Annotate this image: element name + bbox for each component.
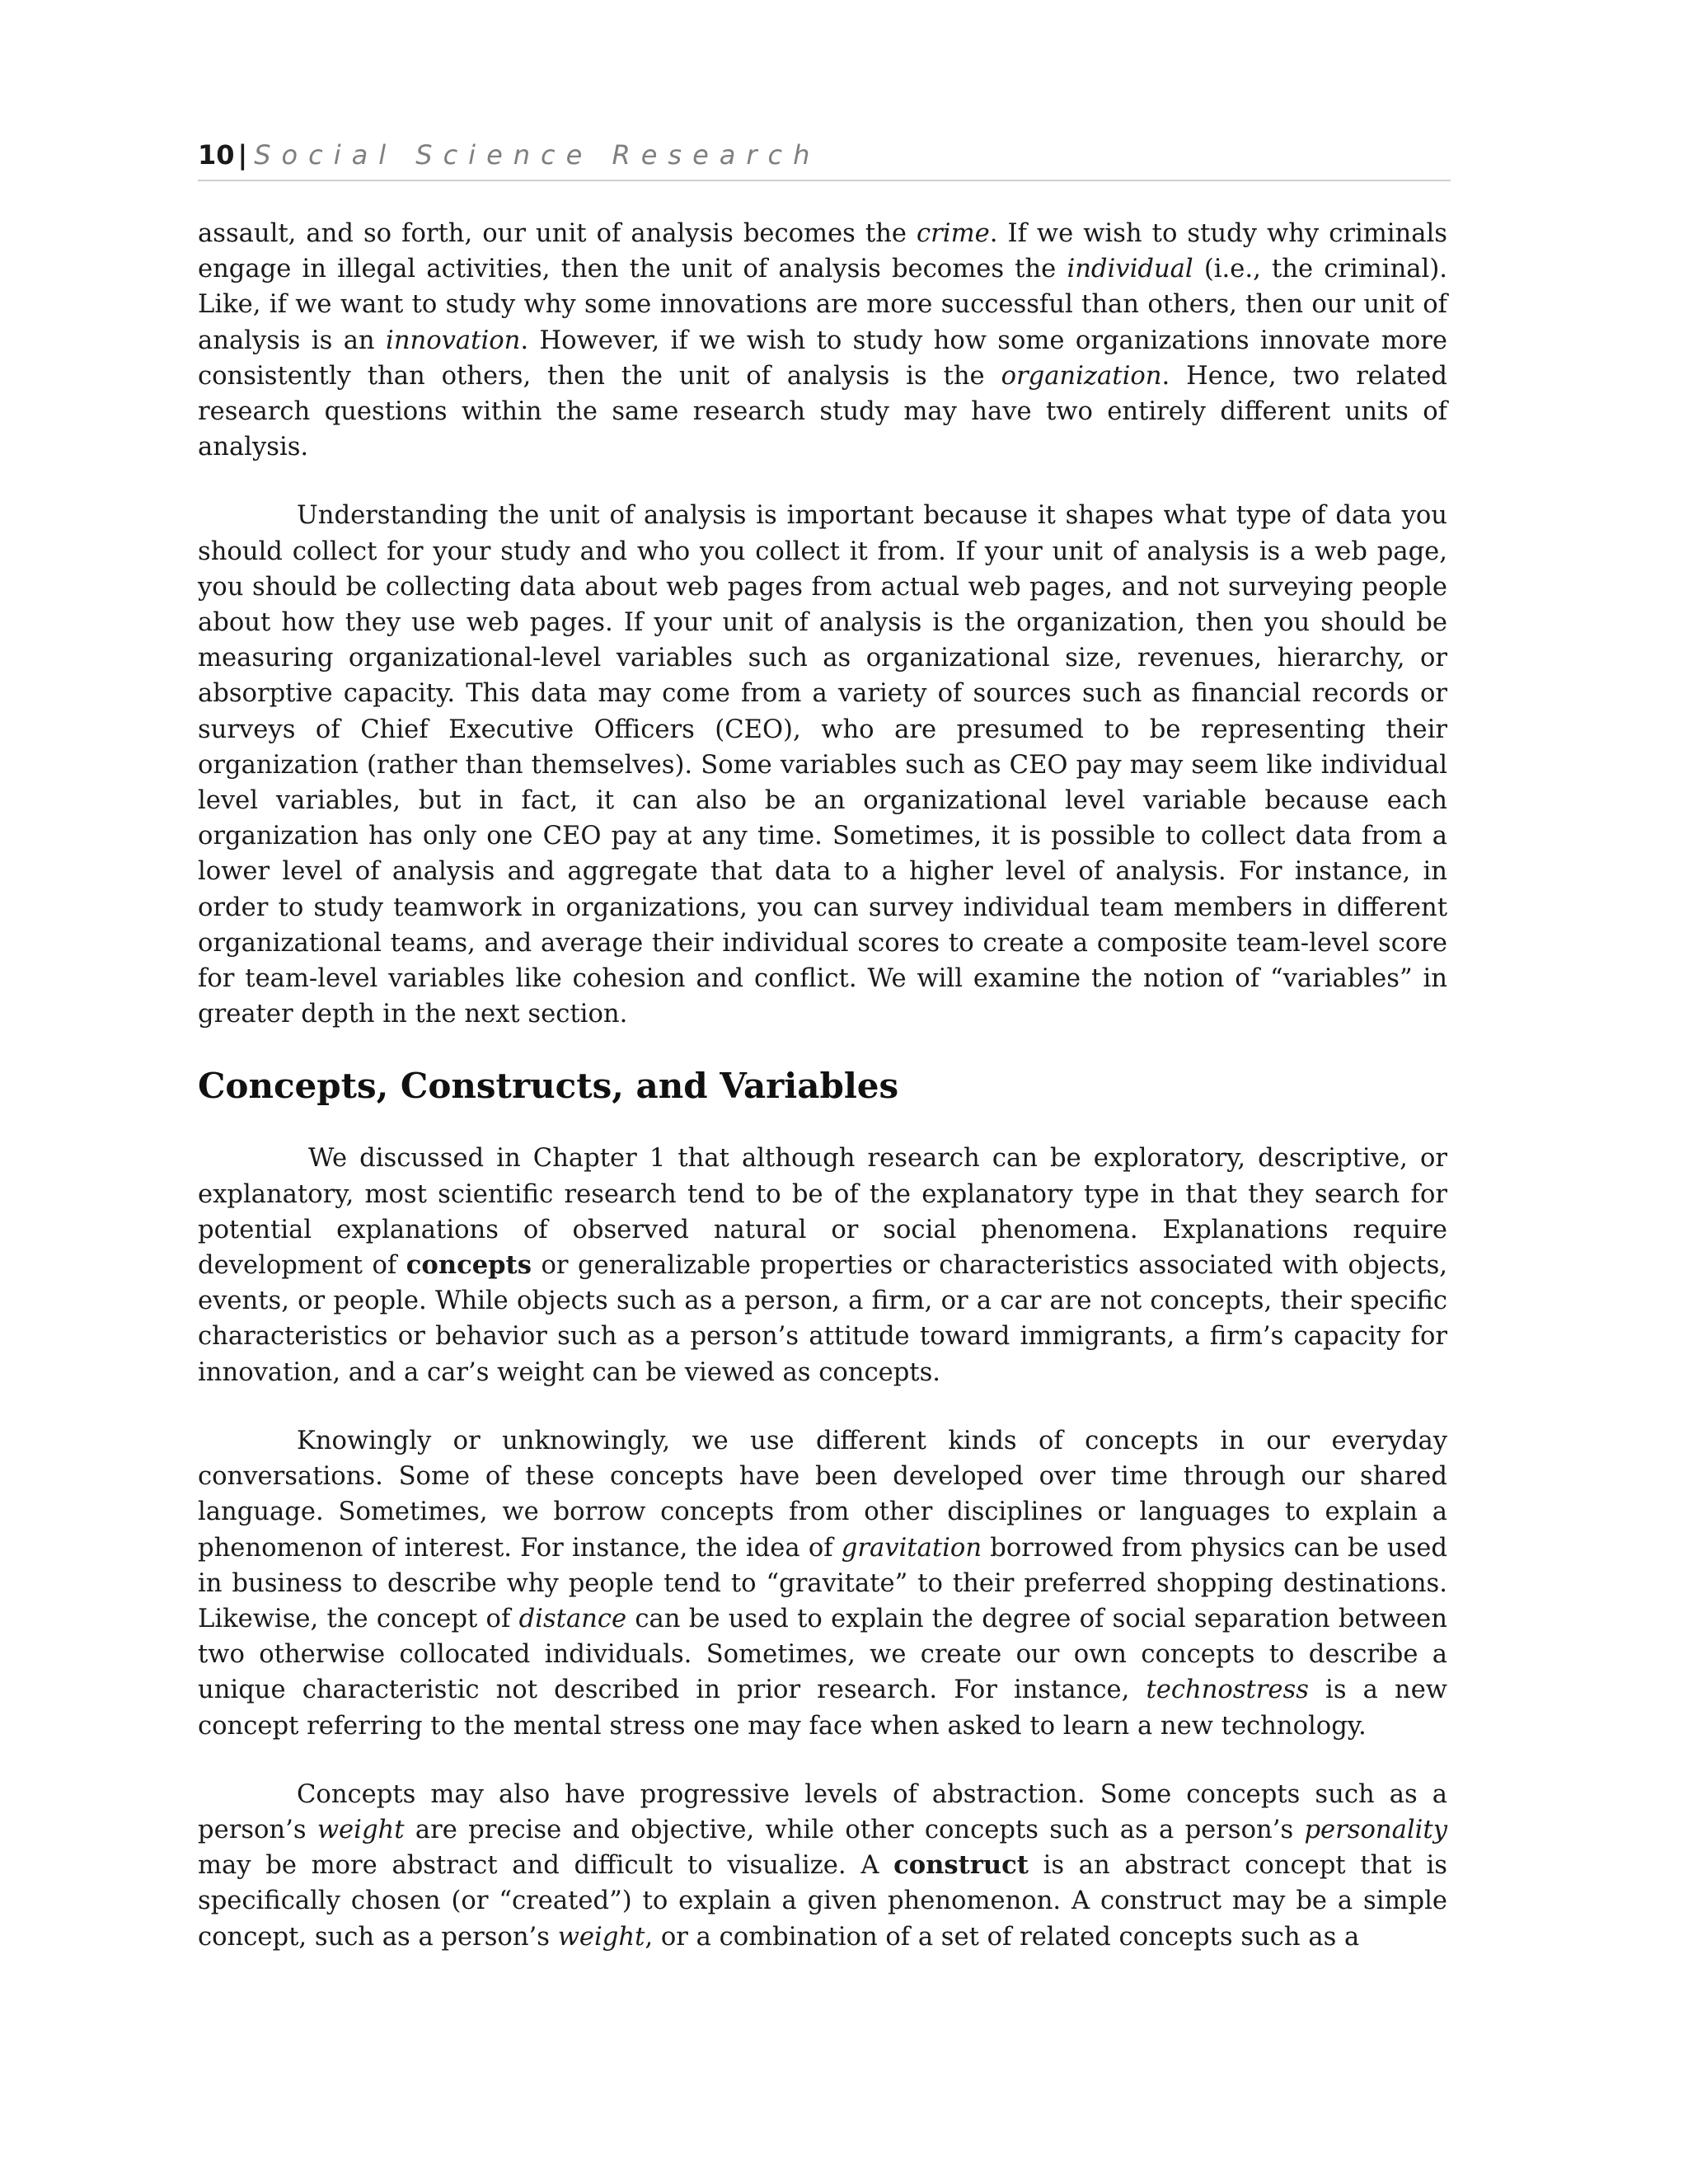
emphasis-weight: weight	[316, 1815, 405, 1844]
emphasis-distance: distance	[518, 1604, 627, 1633]
text-run: . However, if we wish to study how some organizations innovate more consistently than others, then the unit of analysis is the	[198, 326, 1448, 391]
paragraph-concepts-intro	[198, 1141, 1447, 1390]
bold-concepts: concepts	[406, 1250, 532, 1281]
text-run: We discussed in Chapter 1 that although research can be exploratory, descriptive, or explanatory, most scientific research tend to be of the explanatory type in that they search for potential explanations of observed natural or social phenomena. Explanations require development of	[198, 1144, 1447, 1281]
emphasis-personality: personality	[1304, 1815, 1447, 1844]
text-run: , or a combination of a set of related concepts such as a	[645, 1922, 1360, 1952]
text-run: . Hence, two related research questions within the same research study may have two entirely different units of analysis.	[198, 361, 1447, 462]
emphasis-innovation: innovation	[386, 326, 521, 355]
page-number: 10	[198, 139, 235, 171]
text-run: . If we wish to study why criminals engage in illegal activities, then the unit of analysis becomes the	[198, 219, 1447, 284]
section-heading: Concepts, Constructs, and Variables	[198, 1066, 899, 1107]
text-run: can be used to explain the degree of social separation between two otherwise collocated individuals. Sometimes, we create our own concepts to describe a unique characteristic not described in prior research. For instance,	[198, 1604, 1447, 1705]
emphasis-gravitation: gravitation	[841, 1533, 982, 1563]
paragraph-unit-of-analysis-continued	[198, 216, 1447, 465]
text-run: assault, and so forth, our unit of analysis becomes the	[198, 219, 917, 248]
page-body	[198, 216, 1447, 1988]
book-title: Social Science Research	[254, 139, 821, 171]
text-run: is an abstract concept that is specifically chosen (or “created”) to explain a given phenomenon. A construct may be a simple concept, such as a person’s	[198, 1851, 1448, 1952]
emphasis-weight: weight	[557, 1922, 645, 1952]
paragraph-understanding-unit: Understanding the unit of analysis is important because it shapes what type of data you should collect for your study and who you collect it from. If your unit of analysis is a web page, you should be collecting data about web pages from actual web pages, and not surveying people about how they use web pages. If your unit of analysis is the organization, then you should be measuring organizational-level variables such as organizational size, revenues, hierarchy, or absorptive capacity. This data may come from a variety of sources such as financial records or surveys of Chief Executive Officers (CEO), who are presumed to be representing their organization (rather than themselves). Some variables such as CEO pay may seem like individual level variables, but in fact, it can also be an organizational level variable because each organization has only one CEO pay at any time. Sometimes, it is possible to collect data from a lower level of analysis and aggregate that data to a higher level of analysis. For instance, in order to study teamwork in organizations, you can survey individual team members in different organizational teams, and average their individual scores to create a composite team-level score for team-level variables like cohesion and conflict. We will examine the notion of “variables” in greater depth in the next section.	[198, 501, 1447, 1029]
text-run: Concepts may also have progressive levels of abstraction. Some concepts such as a person’s	[198, 1779, 1447, 1844]
paragraph-everyday-concepts	[198, 1423, 1447, 1744]
paragraph-abstraction-levels	[198, 1777, 1447, 1955]
bold-construct: construct	[893, 1850, 1029, 1881]
emphasis-organization: organization	[1001, 361, 1162, 391]
header-separator: |	[237, 139, 248, 171]
emphasis-technostress: technostress	[1146, 1675, 1309, 1705]
text-run: may be more abstract and difficult to visualize. A	[198, 1851, 894, 1881]
text-run: borrowed from physics can be used in business to describe why people tend to “gravitate” to their preferred shopping destinations. Likewise, the concept of	[198, 1533, 1447, 1633]
emphasis-crime: crime	[917, 219, 990, 248]
running-header	[198, 138, 1451, 181]
text-run: are precise and objective, while other concepts such as a person’s	[404, 1815, 1305, 1844]
text-run: (i.e., the criminal). Like, if we want to study why some innovations are more successful than others, then our unit of analysis is an	[198, 255, 1447, 355]
emphasis-individual: individual	[1067, 255, 1193, 284]
text-run: is a new concept referring to the mental stress one may face when asked to learn a new technology.	[198, 1675, 1447, 1741]
text-run: or generalizable properties or characteristics associated with objects, events, or people. While objects such as a person, a firm, or a car are not concepts, their specific characteristics or behavior such as a person’s attitude toward immigrants, a firm’s capacity for innovation, and a car’s weight can be viewed as concepts.	[198, 1251, 1447, 1387]
text-run: Knowingly or unknowingly, we use different kinds of concepts in our everyday conversations. Some of these concepts have been developed over time through our shared language. Sometimes, we borrow concepts from other disciplines or languages to explain a phenomenon of interest. For instance, the idea of	[198, 1426, 1447, 1563]
